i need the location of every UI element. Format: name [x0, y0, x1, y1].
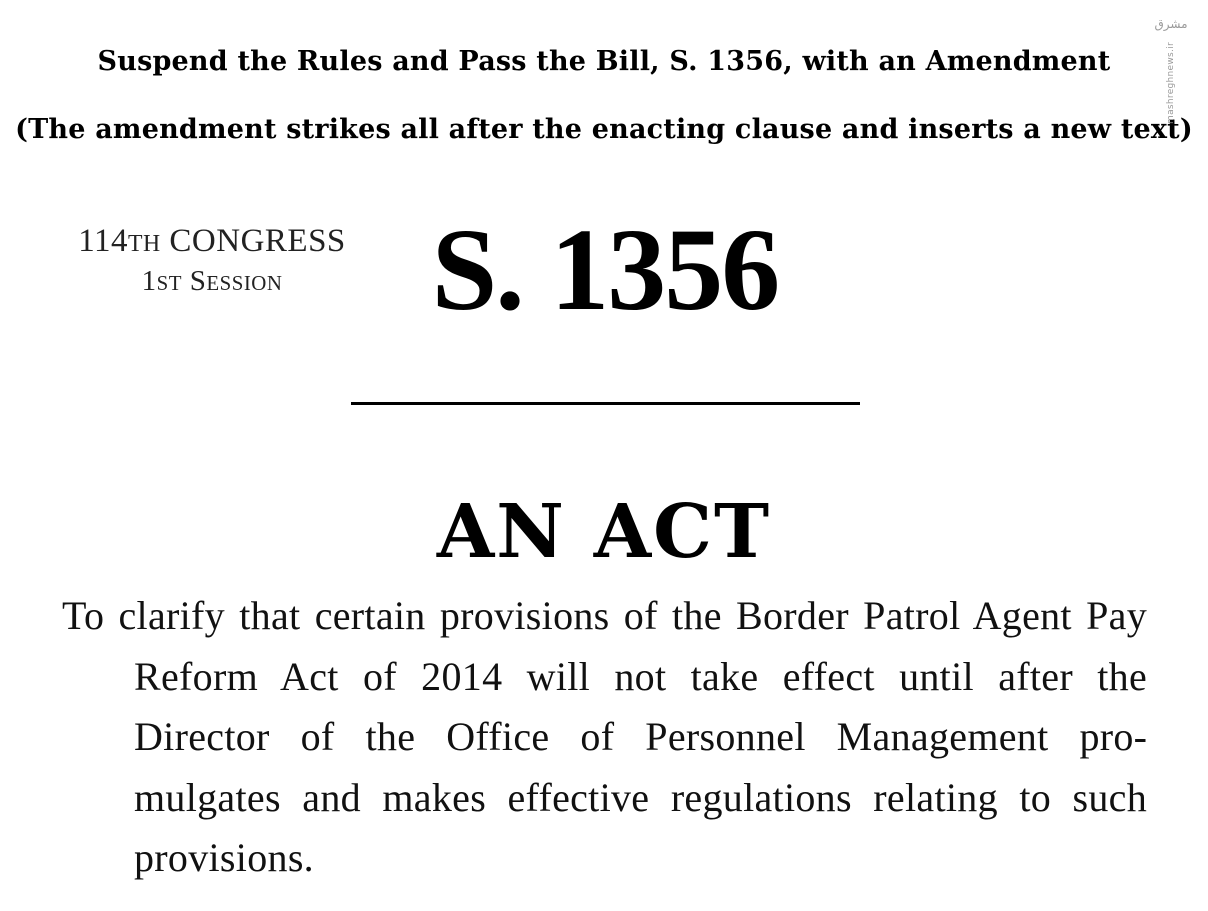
congress-label: 114TH CONGRESS [78, 223, 346, 259]
horizontal-divider [351, 402, 860, 405]
watermark-text: mashreghnews.ir [1166, 42, 1176, 124]
amendment-heading: Suspend the Rules and Pass the Bill, S. 1356, with an Amendment [97, 46, 1111, 77]
act-title: AN ACT [436, 489, 772, 575]
amendment-note: (The amendment strikes all after the enacting clause and inserts a new text) [15, 114, 1193, 145]
bill-number: S. 1356 [431, 204, 779, 335]
act-purpose-text: To clarify that certain provisions of the Border Patrol Agent Pay Reform Act of 2014 will not take effect until after the Director of the Office of Personnel Management promulgates and makes effective regulations relating to such provisions. [62, 593, 1147, 881]
mashregh-logo-icon [1154, 10, 1188, 36]
congress-session-block [56, 222, 368, 301]
svg-text:مشرق: مشرق [1154, 17, 1188, 31]
watermark [1152, 8, 1202, 124]
session-label: 1ST SESSION [141, 265, 283, 297]
